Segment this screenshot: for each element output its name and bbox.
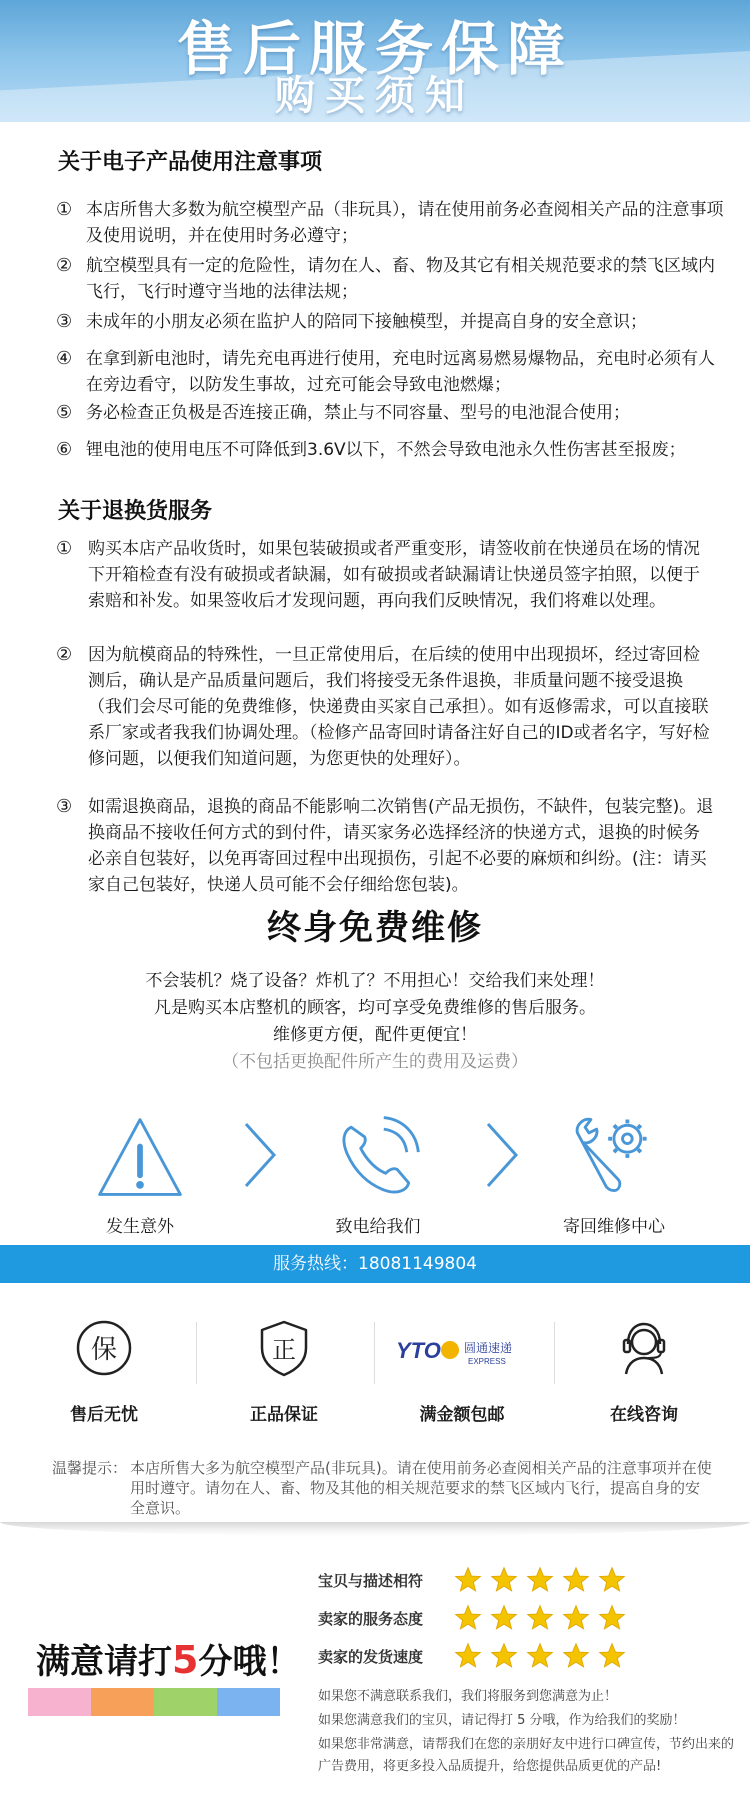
yto-express-logo [392,1318,532,1378]
step-accident-label: 发生意外 [106,1217,174,1237]
section-separator [0,1522,750,1536]
notice-item [56,346,726,398]
star-icon [598,1642,626,1670]
lifetime-line-2: 凡是购买本店整机的顾客，均可享受免费维修的售后服务。 [154,998,596,1018]
rate-ask-number: 5 [172,1638,199,1682]
color-strip [28,1688,280,1716]
rating-row-service [318,1603,738,1633]
notice-item [56,253,726,305]
step-send-back-label: 寄回维修中心 [563,1217,665,1237]
notice-number: ④ [56,348,73,369]
guarantee-free-shipping [382,1318,542,1425]
notice-number: ① [56,199,73,220]
header-banner [0,0,750,122]
rating-message-2: 如果您满意我们的宝贝，请记得打 5 分哦，作为给我们的奖励！ [318,1713,686,1728]
return-number: ② [56,644,73,665]
notice-number: ② [56,255,73,276]
bao-circle-icon [74,1318,134,1378]
star-icon [598,1604,626,1632]
chevron-right-icon [240,1120,280,1190]
return-text: 购买本店产品收货时，如果包装破损或者严重变形，请签收前在快递员在场的情况下开箱检查有没有破损或者缺漏，如有破损或者缺漏请让快递员签字拍照，以便于索赔和补发。如果签收后才发现问题，再向我们反映情况，我们将难以处理。 [88,539,700,611]
warning-triangle-icon [92,1110,188,1206]
guarantee-after-sales [24,1318,184,1425]
notice-item [56,437,726,463]
return-number: ③ [56,796,73,817]
bao-glyph: 保 [90,1335,118,1365]
notice-item [56,309,726,335]
banner-subtitle: 购买须知 [275,73,475,119]
star-group [454,1566,626,1594]
tip-text: 本店所售大多为航空模型产品(非玩具)。请在使用前务必查阅相关产品的注意事项并在使用时遵守。请勿在人、畜、物及其他的相关规范要求的禁飞区域内飞行，提高自身的安全意识。 [130,1459,712,1517]
notice-item [56,400,726,426]
rating-label: 宝贝与描述相符 [318,1571,424,1590]
guarantee-label: 正品保证 [250,1405,318,1425]
electronics-section-title: 关于电子产品使用注意事项 [58,150,323,175]
rating-message-3: 如果您非常满意，请帮我们在您的亲朋好友中进行口碑宣传，节约出来的广告费用，将更多投入品质提升，给您提供品质更优的产品! [318,1737,735,1774]
yto-sub: EXPRESS [468,1357,506,1366]
yto-text: 圆通速递 [464,1341,513,1355]
returns-section-title: 关于退换货服务 [58,499,213,524]
guarantee-label: 售后无忧 [70,1405,138,1425]
return-item [56,642,716,772]
star-icon [526,1642,554,1670]
zheng-shield-icon [254,1318,314,1378]
rating-label: 卖家的服务态度 [318,1609,424,1628]
rating-label: 卖家的发货速度 [318,1647,424,1666]
star-icon [490,1604,518,1632]
lifetime-line-3: 维修更方便，配件更便宜！ [273,1025,477,1045]
rating-message-1: 如果您不满意联系我们，我们将服务到您满意为止！ [318,1689,618,1704]
star-icon [490,1642,518,1670]
guarantee-label: 满金额包邮 [419,1405,505,1425]
notice-number: ⑥ [56,439,73,460]
step-call-us-label: 致电给我们 [335,1217,421,1237]
rate-five-heading [36,1634,300,1683]
star-icon [490,1566,518,1594]
star-group [454,1642,626,1670]
color-block-orange [91,1688,154,1716]
notice-number: ⑤ [56,402,73,423]
star-icon [526,1604,554,1632]
yto-mark: YTO [396,1338,441,1363]
tip-label: 温馨提示： [52,1459,128,1477]
notice-number: ③ [56,311,73,332]
star-icon [454,1642,482,1670]
warm-tip [52,1458,712,1518]
star-icon [598,1566,626,1594]
rate-ask-suffix: 分哦！ [198,1642,301,1682]
star-icon [454,1566,482,1594]
return-item [56,794,716,898]
return-text: 因为航模商品的特殊性，一旦正常使用后，在后续的使用中出现损坏，经过寄回检测后，确认是产品质量问题后，我们将接受无条件退换，非质量问题不接受退换（我们会尽可能的免费维修，快递费由买家自己承担）。如有返修需求，可以直接联系厂家或者我我们协调处理。（检修产品寄回时请备注好自己的ID或者名字，写好检修问题，以便我们知道问题，为您更快的处理好）。 [88,645,710,769]
notice-text: 在拿到新电池时，请先充电再进行使用，充电时远离易燃易爆物品，充电时必须有人在旁边看守，以防发生事故，过充可能会导致电池燃爆； [86,349,715,395]
divider [196,1322,197,1384]
lifetime-line-1: 不会装机？烧了设备？炸机了？不用担心！交给我们来处理！ [145,971,605,991]
color-block-green [154,1688,217,1716]
divider [554,1322,555,1384]
headset-agent-icon [614,1318,674,1378]
return-item [56,536,716,614]
rating-row-description [318,1565,738,1595]
return-text: 如需退换商品，退换的商品不能影响二次销售(产品无损伤，不缺件，包装完整)。退换商品不接收任何方式的到付件，请买家务必选择经济的快递方式，退换的时候务必亲自包装好，以免再寄回过程中出现损伤，引起不必要的麻烦和纠纷。(注：请买家自己包装好，快递人员可能不会仔细给您包装)。 [88,797,714,895]
guarantee-online-consult[interactable] [564,1318,724,1425]
guarantee-authentic [204,1318,364,1425]
star-icon [562,1566,590,1594]
notice-text: 未成年的小朋友必须在监护人的陪同下接触模型，并提高自身的安全意识； [86,312,647,332]
color-block-pink [28,1688,91,1716]
rating-row-shipping [318,1641,738,1671]
divider [374,1322,375,1384]
notice-text: 锂电池的使用电压不可降低到3.6V以下，不然会导致电池永久性伤害甚至报废； [86,440,686,460]
star-icon [454,1604,482,1632]
banner-title: 售后服务保障 [176,15,573,83]
service-hotline-bar[interactable]: 服务热线：18081149804 [0,1245,750,1283]
notice-text: 务必检查正负极是否连接正确，禁止与不同容量、型号的电池混合使用； [86,403,630,423]
star-icon [562,1642,590,1670]
color-block-blue [217,1688,280,1716]
phone-call-icon [330,1108,426,1204]
notice-text: 航空模型具有一定的危险性，请勿在人、畜、物及其它有相关规范要求的禁飞区域内飞行，飞行时遵守当地的法律法规； [86,256,715,302]
lifetime-repair-title: 终身免费维修 [267,908,483,948]
lifetime-note: （不包括更换配件所产生的费用及运费） [222,1052,528,1072]
star-icon [526,1566,554,1594]
rate-ask-prefix: 满意请打 [36,1642,172,1682]
notice-text: 本店所售大多数为航空模型产品（非玩具），请在使用前务必查阅相关产品的注意事项及使用说明，并在使用时务必遵守； [86,200,724,246]
star-icon [562,1604,590,1632]
guarantee-label: 在线咨询 [610,1405,678,1425]
notice-item [56,197,726,249]
wrench-gear-icon [564,1108,660,1204]
chevron-right-icon [482,1120,522,1190]
zheng-glyph: 正 [272,1336,296,1364]
return-number: ① [56,538,73,559]
star-group [454,1604,626,1632]
